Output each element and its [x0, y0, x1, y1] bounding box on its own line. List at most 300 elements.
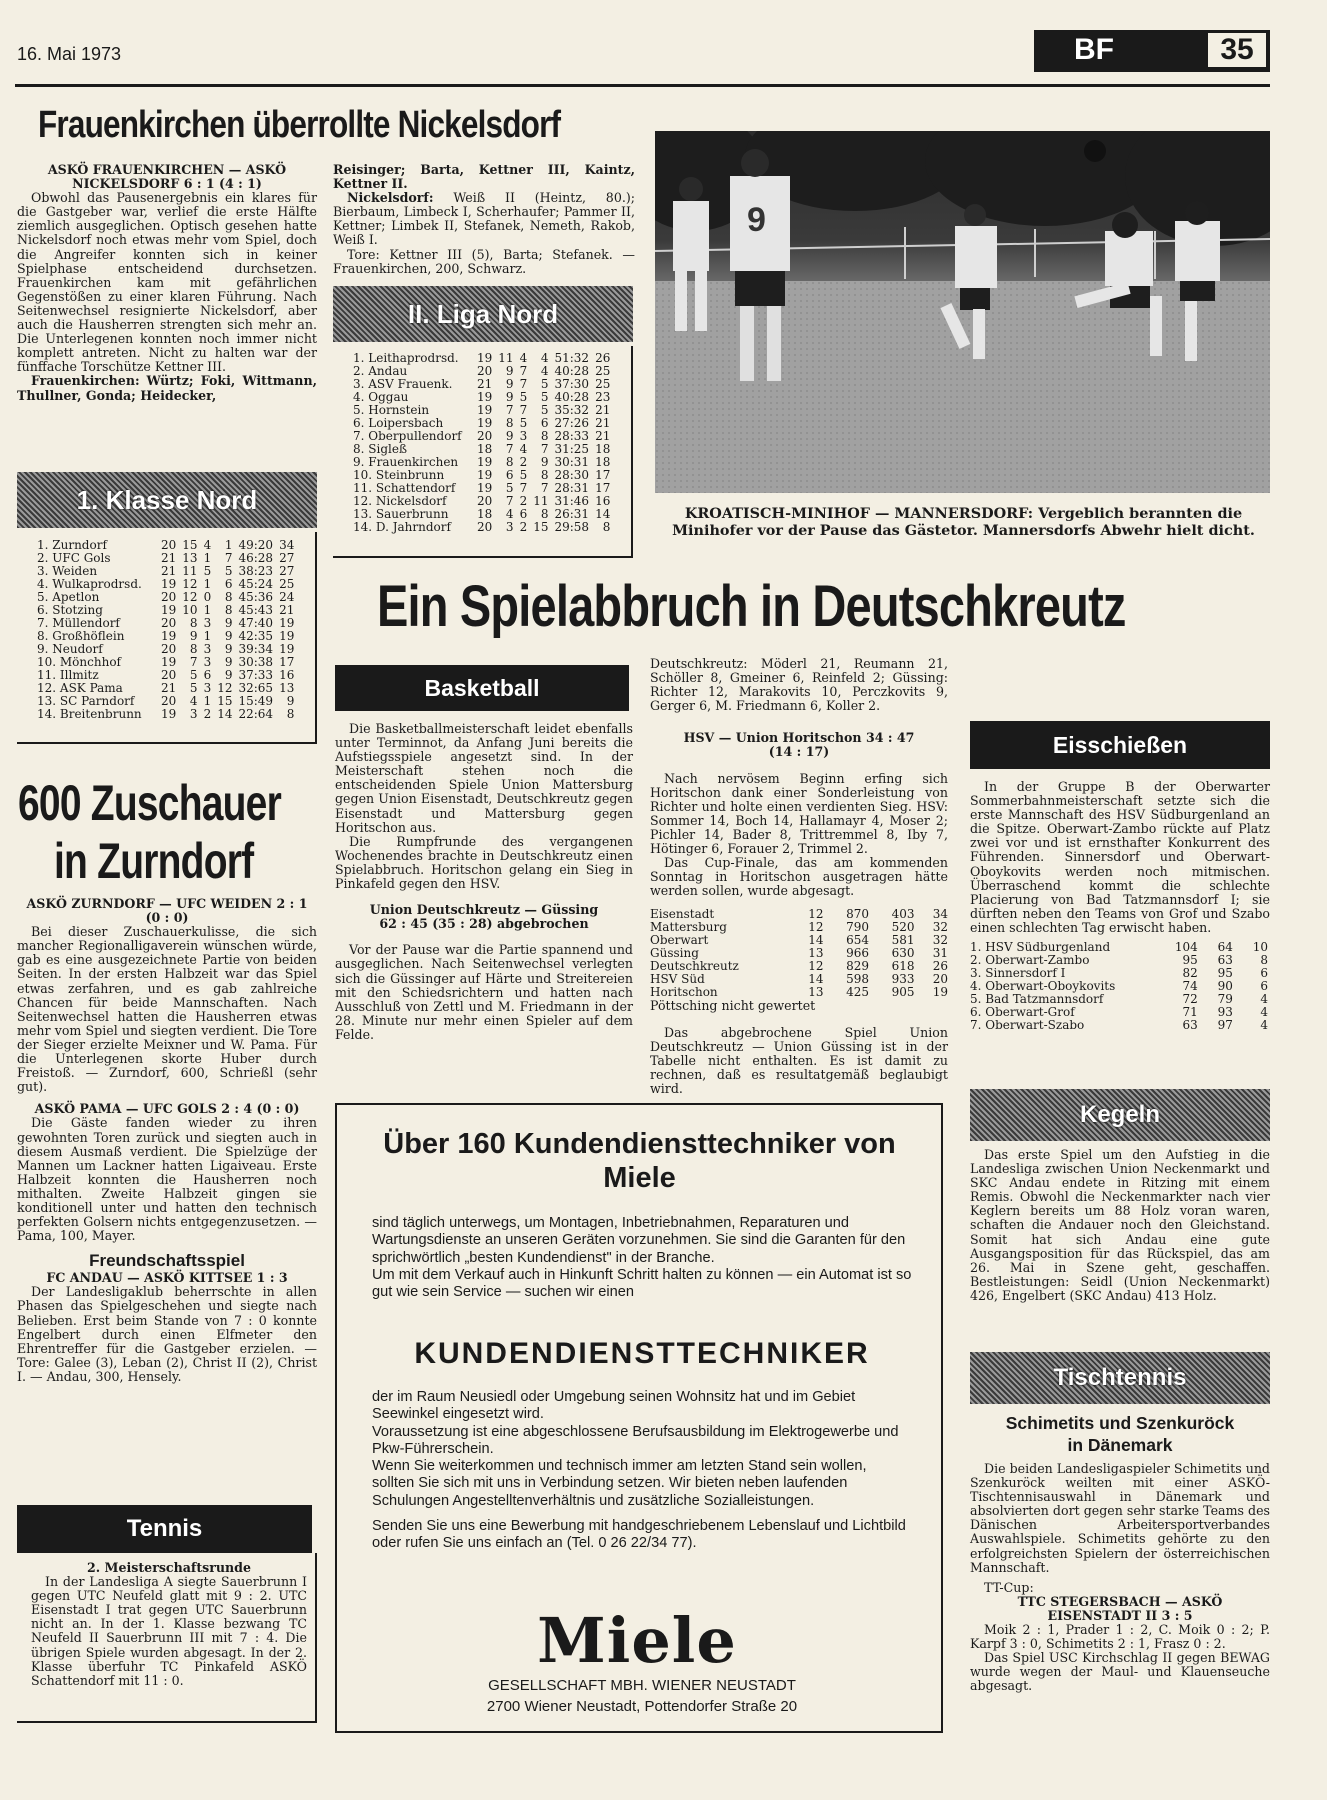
stat-cell: 35:32: [554, 403, 590, 417]
stat-cell: 90: [1217, 979, 1233, 994]
zurndorf-headline-line1: 600 Zuschauer: [18, 775, 281, 831]
stat-cell: 5: [540, 403, 549, 417]
stat-cell: 21: [161, 681, 177, 695]
stat-cell: 97: [1217, 1018, 1233, 1033]
stat-cell: 4: [505, 507, 514, 521]
stat-cell: 7: [540, 481, 549, 495]
stat-cell: 19: [161, 577, 177, 591]
stat-cell: 26:31: [554, 507, 590, 521]
eisschiessen-banner: [970, 721, 1270, 769]
stat-cell: 32:65: [238, 681, 274, 695]
stat-cell: 28:33: [554, 429, 590, 443]
stat-cell: 598: [846, 972, 869, 987]
team-name: 14. Breitenbrunn: [37, 707, 142, 721]
liga-nord-table-box: [333, 346, 633, 558]
tischtennis-result: Moik 2 : 1, Prader 1 : 2, C. Moik 0 : 2; P. Karpf 3 : 0, Schimetits 2 : 1, Frasz 0 : 2.: [970, 1622, 1270, 1652]
stat-cell: 12: [808, 959, 824, 974]
stat-cell: 24: [279, 590, 295, 604]
tennis-subhead: 2. Meisterschaftsrunde: [87, 1560, 251, 1575]
stat-cell: 17: [595, 481, 611, 495]
stat-cell: 34: [932, 907, 948, 922]
team-name: 7. Müllendorf: [37, 616, 120, 630]
stat-cell: 7: [519, 364, 528, 378]
eisschiessen-title: Eisschießen: [1052, 731, 1188, 758]
stat-cell: 3: [505, 520, 514, 534]
klasse-nord-table: [37, 539, 294, 721]
stat-cell: 19: [477, 403, 493, 417]
stat-cell: 9: [224, 616, 233, 630]
andau-body: Der Landesligaklub beherrschte in allen Phasen das Spielgeschehen und siegte nach Belieben. Erst beim Stande von 7 : 0 konnte Engelbert durch einen Elfmeter den Ehrentreffer für die Gastgeber erzielen. — Tore: Galee (3), Leban (2), Christ II (2), Christ I. — Andau, 300, Hensely.: [17, 1284, 317, 1384]
tennis-body: In der Landesliga A siegte Sauerbrunn I gegen UTC Neufeld glatt mit 9 : 2. UTC Eisenstadt I trat gegen UTC Sauerbrunn nicht an. In der 1. Klasse bezwang TC Neufeld II Sauerbrunn III mit 7 : 4. Die übrigen Spiele wurden abgesagt. In der 2. Klasse überfuhr TC Pinkafeld ASKÖ Schattendorf mit 11 : 0.: [31, 1574, 307, 1688]
stat-cell: 20: [477, 494, 493, 508]
stat-cell: 74: [1182, 979, 1198, 994]
stat-cell: 8: [224, 590, 233, 604]
stat-cell: 27: [279, 551, 295, 565]
stat-cell: 4: [519, 351, 528, 365]
team-name: Güssing: [650, 946, 699, 961]
stat-cell: 2: [519, 494, 528, 508]
stat-cell: 21: [161, 551, 177, 565]
stat-cell: 905: [891, 985, 915, 1000]
stat-cell: 8: [286, 707, 295, 721]
ad-headline: Über 160 Kundendiensttechniker von Miele: [383, 1128, 896, 1194]
stat-cell: 21: [595, 429, 611, 443]
stat-cell: 1: [203, 629, 212, 643]
stat-cell: 72: [1182, 992, 1198, 1007]
stat-cell: 19: [161, 629, 177, 643]
stat-cell: 20: [477, 429, 493, 443]
stat-cell: 966: [846, 946, 869, 961]
liga-nord-banner: [333, 286, 633, 342]
stat-cell: 14: [595, 507, 611, 521]
stat-cell: 15:49: [238, 694, 274, 708]
stat-cell: 12: [217, 681, 233, 695]
ad-p3: Wenn Sie weiterkommen und technisch immer am letzten Stand sein wollen, sollten Sie sich mit uns in Verbindung setzen. Wir bieten neben laufenden Schulungen Angestelltenverhältnis und zusätzliche Sozialleistungen.: [372, 1458, 867, 1509]
stat-cell: 51:32: [554, 351, 590, 365]
stat-cell: 3: [203, 642, 212, 656]
basketball-body5: Nach nervösem Beginn erfing sich Horitschon dank einer Sonderleistung von Richter und holte einen verdienten Sieg. HSV: Sommer 14, Boch 14, Hallamayr 4, Moser 2; Pichler 14, Bader 8, Trittremmel 8, Iby 7, Hötinger 6, Forauer 2, Trimmel 2.: [650, 770, 948, 857]
stat-cell: 4: [540, 351, 549, 365]
page-badge: [1034, 30, 1270, 72]
stat-cell: 9: [505, 364, 514, 378]
stat-cell: 2: [519, 455, 528, 469]
stat-cell: 25: [279, 577, 295, 591]
stat-cell: 6: [203, 668, 212, 682]
stat-cell: 21: [595, 416, 611, 430]
team-name: 10. Mönchhof: [37, 655, 121, 669]
basketball-table-note: Pöttsching nicht gewertet: [650, 998, 816, 1014]
stat-cell: 12: [808, 907, 824, 922]
stat-cell: 13: [182, 551, 198, 565]
klasse-nord-title: 1. Klasse Nord: [76, 484, 258, 515]
stat-cell: 18: [477, 507, 493, 521]
photo-caption: KROATISCH-MINIHOF — MANNERSDORF: Vergeblich berannten die Minihofer vor der Pause das Gästetor. Mannersdorfs Abwehr hielt dicht.: [672, 505, 1255, 540]
stat-cell: 31:46: [554, 494, 590, 508]
stat-cell: 95: [1217, 966, 1233, 981]
stat-cell: 28:30: [554, 468, 590, 482]
stat-cell: 26: [595, 351, 611, 365]
stat-cell: 16: [279, 668, 295, 682]
table-row: [970, 1019, 1268, 1032]
header-rule: [15, 84, 1270, 87]
match-photo-graphic: [655, 131, 1270, 493]
team-name: Oberwart: [650, 933, 709, 948]
tischtennis-subhead: Schimetits und Szenkuröck in Dänemark: [1005, 1413, 1235, 1455]
stat-cell: 93: [1217, 1005, 1233, 1020]
stat-cell: 9: [286, 694, 295, 708]
stat-cell: 39:34: [238, 642, 274, 656]
stat-cell: 5: [224, 564, 233, 578]
basketball-banner: [335, 665, 629, 711]
stat-cell: 5: [505, 481, 514, 495]
stat-cell: 20: [161, 616, 177, 630]
stat-cell: 5: [519, 416, 528, 430]
kegeln-body: Das erste Spiel um den Aufstieg in die Landesliga zwischen Union Neckenmarkt und SKC Andau endete in Ritzing mit einem Remis. Obwohl die Neckenmarkter nach vier Keglern bereits um 88 Holz voran waren, schaften die Andauer noch den Gleichstand. Somit hat sich Andau eine gute Ausgangsposition für das Rückspiel, das am 26. Mai in Szene geht, geschaffen. Bestleistungen: Seidl (Union Neckenmarkt) 426, Engelbert (SKC Andau) 413 Holz.: [970, 1147, 1270, 1303]
team-name: 12. ASK Pama: [37, 681, 123, 695]
zurndorf-body: Bei dieser Zuschauerkulisse, die sich mancher Regionalligaverein wünschen würde, gab es eine ausgezeichnete Partie von beiden Seiten. In der ersten Halbzeit war das Spiel etwas zerfahren, und es gab zahlreiche Chancen für beide Mannschaften. Nach Seitenwechsel hatten die Hausherren etwas mehr vom Spiel und siegten verdient. Die Tore der Sieger erzielte Meixner und W. Pama. Für die Unterlegenen skorte Huber durch Freistoß. — Zurndorf, 600, Schrießl (sehr gut).: [17, 924, 317, 1095]
stat-cell: 19: [279, 642, 295, 656]
stat-cell: 18: [595, 442, 611, 456]
stat-cell: 5: [540, 390, 549, 404]
team-name: 1. Leithaprodrsd.: [353, 351, 459, 365]
stat-cell: 5: [203, 564, 212, 578]
stat-cell: 8: [602, 520, 611, 534]
stat-cell: 6: [1260, 979, 1268, 994]
stat-cell: 18: [595, 455, 611, 469]
basketball-match1-score: 62 : 45 (35 : 28) abgebrochen: [379, 916, 589, 932]
stat-cell: 7: [540, 442, 549, 456]
stat-cell: 8: [540, 507, 549, 521]
eisschiessen-column: [970, 780, 1270, 1032]
ad-p2: Voraussetzung ist eine abgeschlossene Berufsausbildung im Elektrogewerbe und Pkw-Führerschein.: [372, 1423, 899, 1457]
tischtennis-cup: TT-Cup:: [984, 1579, 1034, 1595]
stat-cell: 95: [1182, 953, 1198, 968]
basketball-body4: Deutschkreutz: Möderl 21, Reumann 21, Schöller 8, Gmeiner 6, Reinfeld 2; Güssing: Richter 12, Marakovits 10, Perczkovits 9, Gerger 6, M. Friedmann 6, Koller 2.: [650, 656, 948, 714]
stat-cell: 2: [203, 707, 212, 721]
stat-cell: 45:36: [238, 590, 274, 604]
team-name: 5. Hornstein: [353, 403, 430, 417]
stat-cell: 17: [595, 468, 611, 482]
team-name: 5. Bad Tatzmannsdorf: [970, 992, 1104, 1007]
stat-cell: 8: [189, 616, 198, 630]
ad-address: 2700 Wiener Neustadt, Pottendorfer Straße 20: [486, 1698, 798, 1715]
zurndorf-match: ASKÖ ZURNDORF — UFC WEIDEN 2 : 1 (0 : 0): [26, 896, 308, 926]
stat-cell: 47:40: [238, 616, 274, 630]
stat-cell: 425: [846, 985, 869, 1000]
shirt-number: 9: [747, 201, 766, 239]
stat-cell: 9: [224, 642, 233, 656]
stat-cell: 45:43: [238, 603, 274, 617]
team-name: 1. HSV Südburgenland: [970, 940, 1111, 955]
stat-cell: 31:25: [554, 442, 590, 456]
klasse-nord-table-box: [17, 532, 317, 744]
stat-cell: 1: [203, 577, 212, 591]
stat-cell: 30:38: [238, 655, 274, 669]
stat-cell: 14: [217, 707, 233, 721]
stat-cell: 11: [498, 351, 514, 365]
stat-cell: 10: [1252, 940, 1268, 955]
tischtennis-column: [970, 1412, 1270, 1694]
team-name: 13. Sauerbrunn: [353, 507, 449, 521]
stat-cell: 3: [519, 429, 528, 443]
team-name: 8. Großhöflein: [37, 629, 125, 643]
basketball-column-2: [650, 657, 948, 1096]
stat-cell: 4: [1260, 992, 1268, 1007]
team-name: 2. Oberwart-Zambo: [970, 953, 1090, 968]
stat-cell: 9: [540, 455, 549, 469]
article1-body-wrap: [17, 191, 317, 402]
team-name: 7. Oberwart-Szabo: [970, 1018, 1085, 1033]
stat-cell: 27:26: [554, 416, 590, 430]
basketball-column-1: [335, 722, 633, 1042]
basketball-match2-score: (14 : 17): [768, 744, 830, 760]
stat-cell: 403: [891, 907, 915, 922]
liga-nord-title: II. Liga Nord: [407, 298, 559, 329]
stat-cell: 18: [477, 442, 493, 456]
eisschiessen-body: In der Gruppe B der Oberwarter Sommerbahnmeisterschaft setzte sich die erste Mannschaft des HSV Südburgenland an die Spitze. Oberwart-Zambo rückte auf Platz zwei vor und ist ernsthafter Konkurrent des Führenden. Sinnersdorf und Oberwart-Oboykovits werden noch mitmischen. Überraschend kommt die schlechte Placierung von Bad Tatzmannsdorf I; sie dürften neben den Teams von Grof und Szabo einen schlechten Tag erwischt haben.: [970, 779, 1270, 935]
stat-cell: 790: [846, 920, 869, 935]
team-name: 9. Frauenkirchen: [353, 455, 459, 469]
stat-cell: 25: [595, 377, 611, 391]
stat-cell: 19: [279, 629, 295, 643]
stat-cell: 19: [932, 985, 948, 1000]
table-row: [37, 708, 294, 721]
eisschiessen-table: [970, 941, 1268, 1032]
stat-cell: 1: [203, 551, 212, 565]
ad-job-title: KUNDENDIENSTTECHNIKER: [414, 1337, 870, 1370]
team-name: 4. Wulkaprodrsd.: [37, 577, 142, 591]
stat-cell: 19: [477, 468, 493, 482]
stat-cell: 15: [533, 520, 549, 534]
stat-cell: 23: [595, 390, 611, 404]
stat-cell: 21: [279, 603, 295, 617]
stat-cell: 21: [477, 377, 493, 391]
team-name: 10. Steinbrunn: [353, 468, 445, 482]
table-row: [353, 521, 610, 534]
stat-cell: 581: [891, 933, 915, 948]
stat-cell: 19: [477, 481, 493, 495]
stat-cell: 46:28: [238, 551, 274, 565]
stat-cell: 13: [279, 681, 295, 695]
team-name: 11. Schattendorf: [353, 481, 456, 495]
friendly-heading: Freundschaftsspiel: [89, 1251, 245, 1271]
stat-cell: 19: [161, 603, 177, 617]
tischtennis-body2: Das Spiel USC Kirchschlag II gegen BEWAG wurde wegen der Maul- und Klauenseuche abgesagt.: [970, 1650, 1270, 1694]
miele-logo: Miele: [537, 1604, 737, 1677]
stat-cell: 49:20: [238, 538, 274, 552]
basketball-body7: Das abgebrochene Spiel Union Deutschkreutz — Union Güssing ist in der Tabelle nicht enthalten. Es ist damit zu rechnen, daß es resultatgemäß beglaubigt wird.: [650, 1024, 948, 1096]
stat-cell: 29:58: [554, 520, 590, 534]
article1-column-2: [333, 163, 635, 276]
stat-cell: 79: [1217, 992, 1233, 1007]
basketball-match1: Union Deutschkreutz — Güssing: [369, 902, 599, 918]
stat-cell: 21: [595, 403, 611, 417]
zurndorf-headline-line2: in Zurndorf: [54, 833, 254, 889]
stat-cell: 7: [519, 481, 528, 495]
deutschkreutz-headline: Ein Spielabbruch in Deutschkreutz: [377, 574, 1126, 639]
stat-cell: 4: [1260, 1005, 1268, 1020]
stat-cell: 13: [808, 946, 824, 961]
team-name: Mattersburg: [650, 920, 727, 935]
team-name: 6. Oberwart-Grof: [970, 1005, 1075, 1020]
team-name: 14. D. Jahrndorf: [353, 520, 451, 534]
stat-cell: 30:31: [554, 455, 590, 469]
team-name: 3. Sinnersdorf I: [970, 966, 1066, 981]
stat-cell: 2: [519, 520, 528, 534]
stat-cell: 40:28: [554, 390, 590, 404]
stat-cell: 21: [161, 564, 177, 578]
team-name: 7. Oberpullendorf: [353, 429, 462, 443]
team-name: Horitschon: [650, 985, 718, 1000]
stat-cell: 9: [224, 655, 233, 669]
stat-cell: 64: [1217, 940, 1233, 955]
klasse-nord-banner: [17, 472, 317, 528]
stat-cell: 12: [808, 920, 824, 935]
stat-cell: 82: [1182, 966, 1198, 981]
kegeln-title: Kegeln: [1079, 1101, 1160, 1128]
article1-scorers: Tore: Kettner III (5), Barta; Stefanek. — Frauenkirchen, 200, Schwarz.: [333, 246, 635, 276]
team-name: 6. Loipersbach: [353, 416, 444, 430]
ad-intro2: Um mit dem Verkauf auch in Hinkunft Schritt halten zu können — ein Automat ist so gut wie sein Service — suchen wir einen: [372, 1266, 912, 1301]
tennis-title: Tennis: [126, 1515, 203, 1542]
stat-cell: 7: [505, 442, 514, 456]
team-name: 9. Neudorf: [37, 642, 103, 656]
stat-cell: 8: [540, 468, 549, 482]
stat-cell: 7: [519, 377, 528, 391]
ad-intro: sind täglich unterwegs, um Montagen, Inbetriebnahmen, Reparaturen und Wartungsdienste an unseren Geräten vorzunehmen. Sie sind die Garanten für den sprichwörtlich „besten Kundendienst" in der Branche.: [372, 1215, 906, 1266]
team-name: 4. Oberwart-Oboykovits: [970, 979, 1116, 994]
stat-cell: 20: [161, 590, 177, 604]
stat-cell: 1: [203, 603, 212, 617]
basketball-body6: Das Cup-Finale, das am kommenden Sonntag in Horitschon ausgetragen hätte werden sollen, wurde abgesagt.: [650, 855, 948, 899]
team-name: 4. Oggau: [353, 390, 409, 404]
team-name: 13. SC Parndorf: [37, 694, 135, 708]
tischtennis-title: Tischtennis: [1053, 1364, 1187, 1391]
team-name: Deutschkreutz: [650, 959, 739, 974]
paper-name: BF: [1074, 33, 1114, 66]
stat-cell: 19: [279, 616, 295, 630]
stat-cell: 11: [533, 494, 549, 508]
stat-cell: 14: [808, 972, 824, 987]
stat-cell: 12: [182, 590, 198, 604]
basketball-body2: Die Rumpfrunde des vergangenen Wochenendes brachte in Deutschkreutz einen Spielabbruch. Horitschon gelang ein Sieg in Pinkafeld gegen den HSV.: [335, 833, 633, 892]
team-name: 8. Sigleß: [353, 442, 407, 456]
stat-cell: 4: [540, 364, 549, 378]
stat-cell: 20: [161, 642, 177, 656]
stat-cell: 8: [505, 455, 514, 469]
ad-p4: Senden Sie uns eine Bewerbung mit handgeschriebenem Lebenslauf und Lichtbild oder rufen Sie uns einfach an (Tel. 0 26 22/34 77).: [372, 1518, 906, 1552]
stat-cell: 6: [519, 507, 528, 521]
stat-cell: 3: [203, 681, 212, 695]
stat-cell: 1: [224, 538, 233, 552]
article1-match: ASKÖ FRAUENKIRCHEN — ASKÖ NICKELSDORF 6 : 1 (4 : 1): [47, 162, 287, 192]
stat-cell: 45:24: [238, 577, 274, 591]
stat-cell: 1: [203, 694, 212, 708]
stat-cell: 20: [161, 538, 177, 552]
article1-lineup1: Würtz; Foki, Wittmann, Thullner, Gonda; Heidecker,: [17, 373, 317, 403]
stat-cell: 4: [1260, 1018, 1268, 1033]
stat-cell: 6: [224, 577, 233, 591]
stat-cell: 870: [846, 907, 869, 922]
stat-cell: 17: [279, 655, 295, 669]
stat-cell: 9: [189, 629, 198, 643]
stat-cell: 5: [189, 681, 198, 695]
stat-cell: 3: [203, 616, 212, 630]
stat-cell: 8: [505, 416, 514, 430]
basketball-body3: Vor der Pause war die Partie spannend und ausgeglichen. Nach Seitenwechsel verlegten sich die Güssinger auf Härte und Streitereien mit den Schiedsrichtern und hatten nach Ausschluß von Zettl und M. Friedmann in der 28. Minute nur mehr einen Spieler auf dem Felde.: [335, 942, 633, 1042]
stat-cell: 9: [505, 390, 514, 404]
ad-p1: der im Raum Neusiedl oder Umgebung seinen Wohnsitz hat und im Gebiet Seewinkel eingesetzt wird.: [372, 1389, 856, 1423]
stat-cell: 3: [189, 707, 198, 721]
tischtennis-match: TTC STEGERSBACH — ASKÖ EISENSTADT II 3 : 5: [1017, 1593, 1223, 1623]
stat-cell: 4: [203, 538, 212, 552]
zurndorf-column: [17, 897, 317, 1384]
stat-cell: 6: [505, 468, 514, 482]
team-name: 3. ASV Frauenk.: [353, 377, 453, 391]
pama-match: ASKÖ PAMA — UFC GOLS 2 : 4 (0 : 0): [34, 1101, 300, 1117]
stat-cell: 520: [891, 920, 915, 935]
stat-cell: 6: [540, 416, 549, 430]
stat-cell: 9: [224, 668, 233, 682]
pama-body: Die Gäste fanden wieder zu ihren gewohnten Toren zurück und siegten auch in diesem Ausmaß verdient. Die Spielzüge der Mannen um Lackner hatten Ligaiveau. Erste Halbzeit konnten die Hausherren noch mithalten. Zweite Halbzeit gingen sie konditionell unter und hatten den technisch perfekten Golsern nichts entgegenzusetzen. — Pama, 100, Mayer.: [17, 1115, 317, 1244]
article1-lineup1-label: Frauenkirchen:: [31, 373, 140, 389]
stat-cell: 933: [891, 972, 915, 987]
kegeln-banner: [970, 1089, 1270, 1141]
article1-body: Obwohl das Pausenergebnis ein klares für die Gastgeber war, verlief die erste Hälfte ziemlich ausgeglichen. Optisch gesehen hatte Nickelsdorf noch etwas mehr vom Spiel, doch die Angreifer konnten sich in keiner Spielphase entscheidend durchsetzen. Frauenkirchen kam mit gefährlichen Gegenstößen zu einer klaren Führung. Nach Seitenwechsel resignierte Nickelsdorf, aber auch die Hausherren strengten sich mehr an. Die Unterlegenen konnten noch immer nicht komplett antreten. Nicht zu halten war der fünffache Torschütze Kettner III.: [17, 190, 317, 375]
stat-cell: 7: [189, 655, 198, 669]
stat-cell: 618: [891, 959, 915, 974]
stat-cell: 19: [477, 351, 493, 365]
stat-cell: 13: [808, 985, 824, 1000]
tennis-box: [17, 1553, 317, 1723]
football-icon: [1084, 140, 1106, 162]
stat-cell: 37:33: [238, 668, 274, 682]
stat-cell: 10: [182, 603, 198, 617]
stat-cell: 9: [505, 377, 514, 391]
liga-nord-table: [353, 352, 610, 534]
andau-match: FC ANDAU — ASKÖ KITTSEE 1 : 3: [46, 1270, 288, 1286]
issue-date: 16. Mai 1973: [17, 44, 122, 64]
stat-cell: 26: [932, 959, 948, 974]
stat-cell: 3: [203, 655, 212, 669]
team-name: 1. Zurndorf: [37, 538, 107, 552]
miele-ad: [335, 1103, 943, 1733]
article1-lineup1-cont: Reisinger; Barta, Kettner III, Kaintz, Kettner II.: [333, 162, 635, 192]
stat-cell: 5: [519, 468, 528, 482]
tennis-banner: [17, 1505, 312, 1553]
team-name: Eisenstadt: [650, 907, 715, 922]
ad-company: GESELLSCHAFT MBH. WIENER NEUSTADT: [488, 1677, 796, 1694]
stat-cell: 4: [189, 694, 198, 708]
stat-cell: 7: [505, 403, 514, 417]
stat-cell: 5: [519, 390, 528, 404]
stat-cell: 19: [477, 455, 493, 469]
team-name: 6. Stotzing: [37, 603, 103, 617]
match-photo: [655, 131, 1270, 493]
stat-cell: 5: [189, 668, 198, 682]
stat-cell: 630: [891, 946, 915, 961]
stat-cell: 8: [189, 642, 198, 656]
stat-cell: 19: [477, 390, 493, 404]
stat-cell: 4: [519, 442, 528, 456]
stat-cell: 63: [1217, 953, 1233, 968]
stat-cell: 11: [182, 564, 198, 578]
article1-lineup2: Weiß II (Heintz, 80.); Bierbaum, Limbeck I, Scherhaufer; Pammer II, Kettner; Limbek II, Stefanek, Nemeth, Rakob, Weiß I.: [333, 190, 635, 248]
stat-cell: 15: [217, 694, 233, 708]
stat-cell: 20: [477, 364, 493, 378]
stat-cell: 71: [1182, 1005, 1198, 1020]
stat-cell: 63: [1182, 1018, 1198, 1033]
